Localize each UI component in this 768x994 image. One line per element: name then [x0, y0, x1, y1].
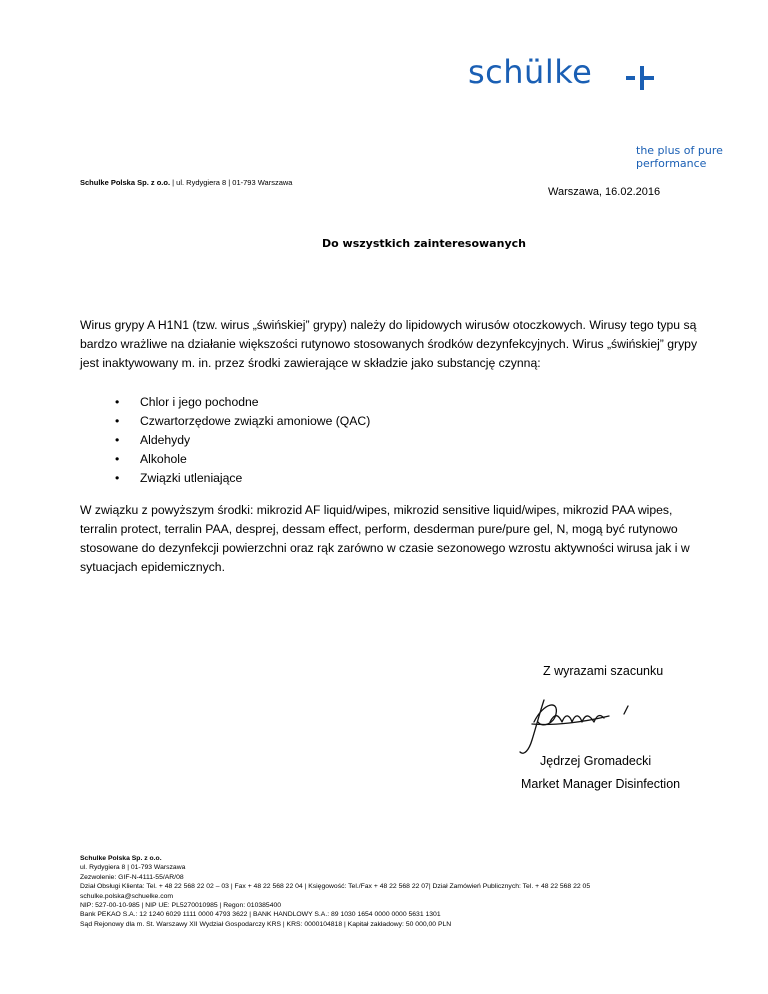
- list-item: [112, 450, 370, 469]
- list-item: [112, 469, 370, 488]
- footer-bank-accounts: Bank PEKAO S.A.: 12 1240 6029 1111 0000 4793 3622 | BANK HANDLOWY S.A.: 89 1030 1654 0000 0000 5631 1301: [80, 911, 441, 919]
- list-item-text: Aldehydy: [140, 433, 191, 447]
- list-item-text: Alkohole: [140, 452, 187, 466]
- bullet-icon: •: [115, 452, 120, 466]
- footer-company: Schulke Polska Sp. z o.o.: [80, 855, 162, 862]
- sender-street: | ul. Rydygiera 8 | 01-793 Warszawa: [170, 178, 293, 187]
- footer: [80, 854, 590, 929]
- list-item-text: Związki utleniające: [140, 471, 243, 485]
- handwritten-signature-icon: [514, 692, 644, 762]
- letter-date: Warszawa, 16.02.2016: [548, 186, 661, 198]
- signer-name: Jędrzej Gromadecki: [540, 754, 652, 768]
- closing-regards: Z wyrazami szacunku: [543, 664, 664, 678]
- salutation: Do wszystkich zainteresowanych: [322, 237, 526, 250]
- sender-company: Schulke Polska Sp. z o.o.: [80, 178, 171, 187]
- list-item: [112, 412, 370, 431]
- bullet-icon: •: [115, 471, 120, 485]
- bullet-icon: •: [115, 433, 120, 447]
- brand-logo-text: schülke: [468, 53, 593, 91]
- sender-address: [80, 178, 292, 187]
- schulke-plus-logo-icon: [626, 66, 656, 90]
- tagline-line-1: the plus of pure: [636, 144, 723, 157]
- footer-permit: Zezwolenie: GIF-N-4111-55/AR/08: [80, 873, 184, 881]
- list-item: [112, 393, 370, 412]
- footer-email: schulke.polska@schuelke.com: [80, 892, 174, 900]
- footer-court-registry: Sąd Rejonowy dla m. St. Warszawy XII Wydział Gospodarczy KRS | KRS: 0000104818 | Kapitał zakładowy: 50 000,00 PLN: [80, 920, 452, 928]
- list-item-text: Chlor i jego pochodne: [140, 395, 259, 409]
- footer-address: ul. Rydygiera 8 | 01-793 Warszawa: [80, 864, 186, 872]
- bullet-icon: •: [115, 395, 120, 409]
- tagline-line-2: performance: [636, 157, 707, 170]
- bullet-list: [112, 393, 370, 488]
- bullet-icon: •: [115, 414, 120, 428]
- list-item: [112, 431, 370, 450]
- footer-contacts: Dział Obsługi Klienta: Tel. + 48 22 568 22 02 – 03 | Fax + 48 22 568 22 04 | Księgowość: Tel./Fax + 48 22 568 22 07| Dział Zamówień Publicznych: Tel. + 48 22 568 22 05: [80, 883, 591, 891]
- signer-title: Market Manager Disinfection: [521, 777, 681, 791]
- paragraph-1: Wirus grypy A H1N1 (tzw. wirus „świńskiej” grypy) należy do lipidowych wirusów otoczkowych. Wirusy tego typu są bardzo wrażliwe na działanie większości rutynowo stosowanych środków dezynfekcyjnych. Wirus „świńskiej” grypy jest inaktywowany m. in. przez środki zawierające w składzie jako substancję czynną:: [80, 318, 698, 370]
- brand-tagline: [636, 144, 723, 170]
- list-item-text: Czwartorzędowe związki amoniowe (QAC): [140, 414, 371, 428]
- footer-tax-ids: NIP: 527-00-10-985 | NIP UE: PL5270010985 | Regon: 010385400: [80, 901, 282, 909]
- paragraph-2: W związku z powyższym środki: mikrozid AF liquid/wipes, mikrozid sensitive liquid/wipes, mikrozid PAA wipes, terralin protect, terralin PAA, desprej, dessam effect, perform, desderman pure/pure gel, N, mogą być rutynowo stosowane do dezynfekcji powierzchni oraz rąk zarówno w czasie sezonowego wzrostu aktywności wirusa jak i w sytuacjach epidemicznych.: [80, 503, 690, 574]
